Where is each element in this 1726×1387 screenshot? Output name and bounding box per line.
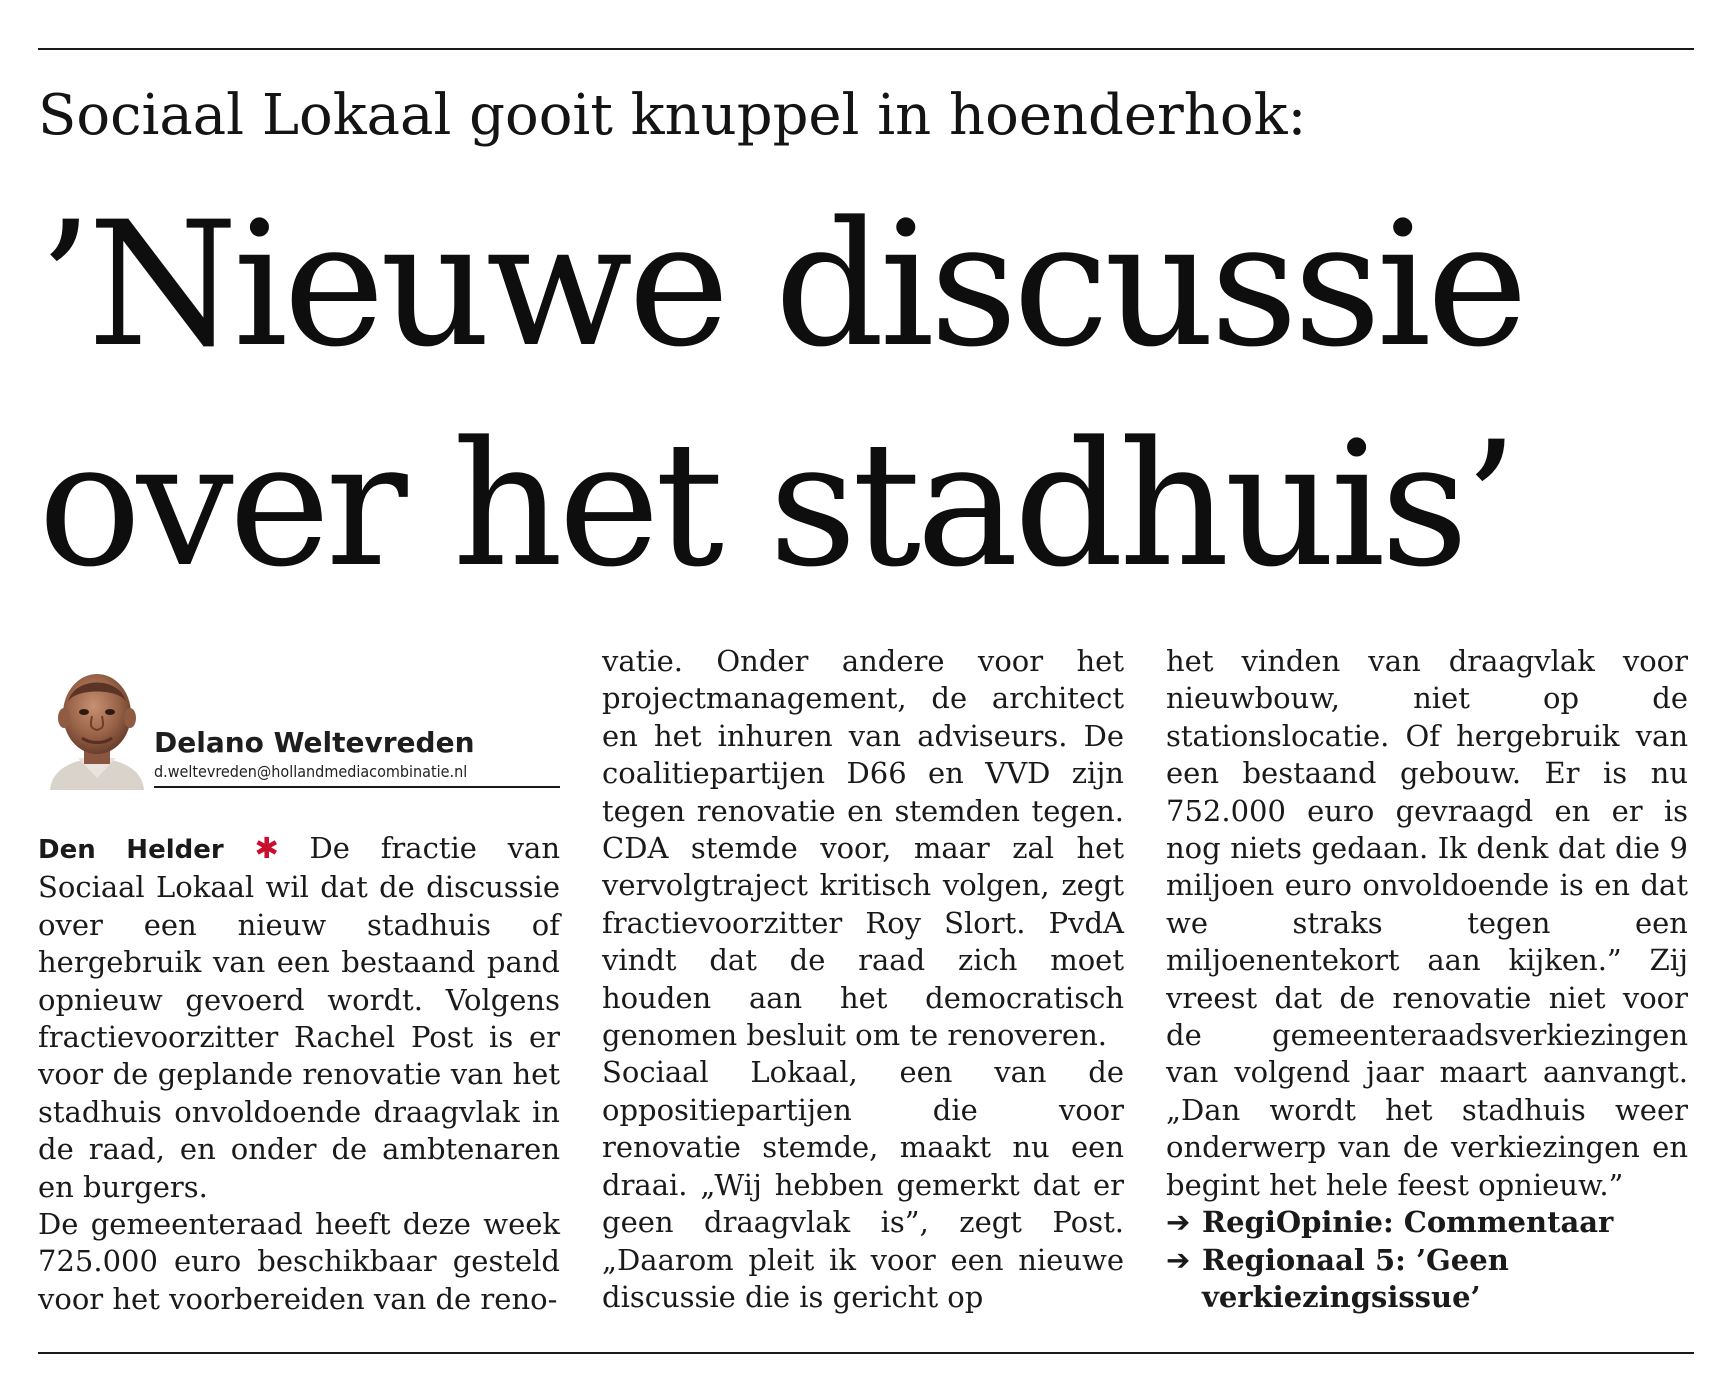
byline-rule	[154, 786, 560, 788]
author-name: Delano Weltevreden	[154, 726, 475, 759]
byline	[38, 658, 560, 792]
arrow-right-icon: ➔	[1166, 1205, 1191, 1240]
author-portrait	[40, 662, 154, 790]
reference-link-regionaal[interactable]	[1166, 1242, 1688, 1317]
bottom-rule	[38, 1352, 1694, 1354]
lead-text: De fractie van Sociaal Lokaal wil dat de discussie over een nieuw stadhuis of hergebruik van een bestaand pand opnieuw gevoerd wordt. Volgens fractievoorzitter Rachel Post is er voor de geplande renovatie van het stadhuis onvoldoende draagvlak in de raad, en onder de ambtenaren en burgers.	[38, 831, 561, 1204]
arrow-right-icon: ➔	[1166, 1242, 1191, 1277]
headline-line-2: over het stadhuis’	[38, 404, 1514, 605]
paragraph: Sociaal Lokaal, een van de oppositiepartijen die voor renovatie stemde, maakt nu een draai. „Wij hebben gemerkt dat er geen draagvlak is”, zegt Post. „Daarom pleit ik voor een nieuwe discussie die is gericht op	[602, 1055, 1124, 1314]
headline-line-1: ’Nieuwe discussie	[38, 184, 1524, 385]
column-1	[38, 830, 560, 1318]
column-3	[1166, 643, 1688, 1316]
paragraph: De gemeenteraad heeft deze week 725.000 euro beschikbaar gesteld voor het voorbereiden van de reno-	[38, 1207, 560, 1316]
asterisk-icon: ✱	[254, 831, 279, 865]
author-email[interactable]: d.weltevreden@hollandmediacombinatie.nl	[154, 762, 468, 781]
top-rule	[38, 48, 1694, 50]
column-2	[602, 643, 1124, 1316]
paragraph-lead	[38, 830, 560, 1206]
dateline: Den Helder	[38, 835, 224, 865]
reference-link-commentaar[interactable]	[1166, 1204, 1688, 1241]
reference-label: RegiOpinie: Commentaar	[1202, 1205, 1614, 1240]
reference-label: Regionaal 5: ’Geen verkiezingsissue’	[1202, 1242, 1509, 1314]
article-kicker: Sociaal Lokaal gooit knuppel in hoenderhok:	[38, 83, 1307, 148]
paragraph: vatie. Onder andere voor het projectmanagement, de architect en het inhuren van adviseurs. De coalitiepartijen D66 en VVD zijn tegen renovatie en stemden tegen. CDA stemde voor, maar zal het vervolgtraject kritisch volgen, zegt fractievoorzitter Roy Slort. PvdA vindt dat de raad zich moet houden aan het democratisch genomen besluit om te renoveren.	[602, 644, 1124, 1053]
paragraph: het vinden van draagvlak voor nieuwbouw, niet op de stationslocatie. Of hergebruik van een bestaand gebouw. Er is nu 752.000 euro gevraagd en er is nog niets gedaan. Ik denk dat die 9 miljoen euro onvoldoende is en dat we straks tegen een miljoenentekort aan kijken.” Zij vreest dat de renovatie niet voor de gemeenteraadsverkiezingen van volgend jaar maart aanvangt. „Dan wordt het stadhuis weer onderwerp van de verkiezingen en begint het hele feest opnieuw.”	[1166, 644, 1688, 1202]
